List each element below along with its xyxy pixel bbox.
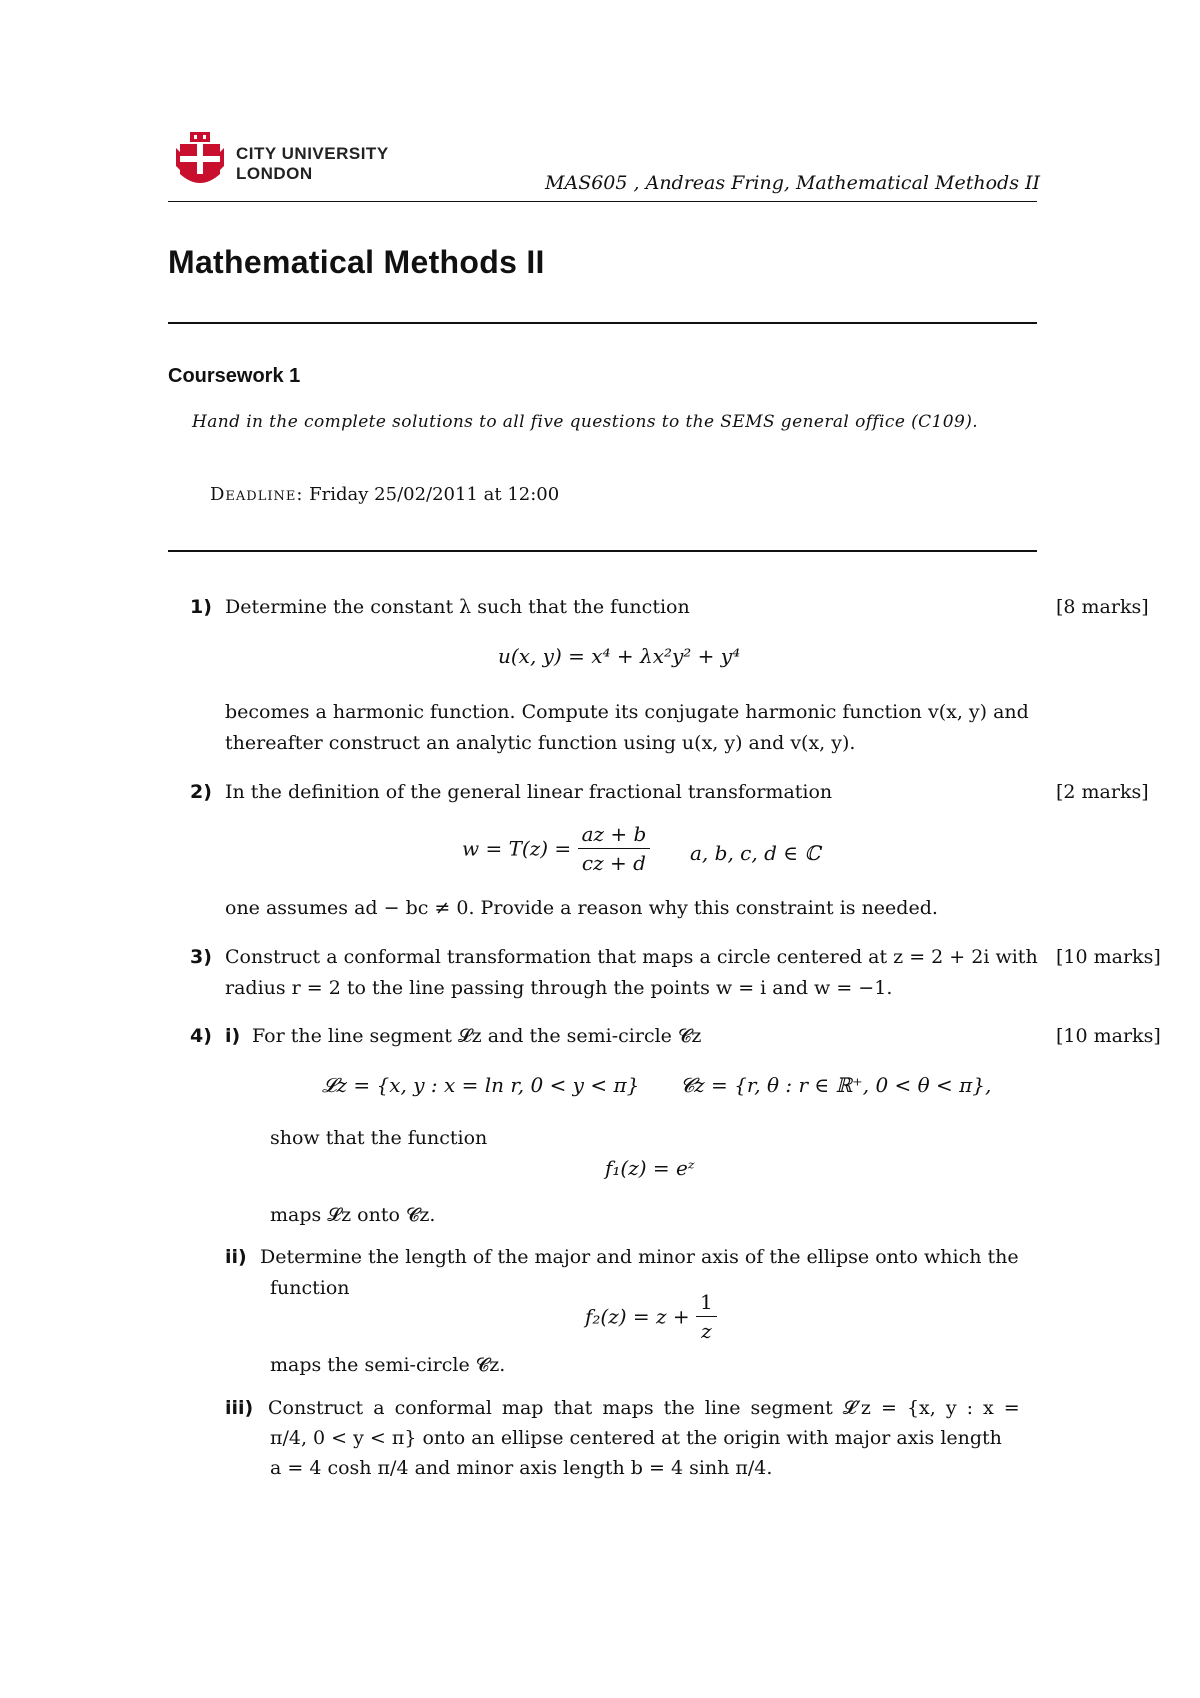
question-3-marks: [10 marks]: [1056, 946, 1161, 968]
question-4-part-2-line1: Determine the length of the major and minor axis of the ellipse onto which the: [260, 1246, 1019, 1268]
question-4-part-1-func: f₁(z) = eᶻ: [605, 1156, 695, 1180]
question-2-intro: In the definition of the general linear fractional transformation: [225, 781, 833, 803]
question-4-part-2-label: ii): [225, 1246, 247, 1268]
question-4-part-2-line3: maps the semi-circle 𝓒z.: [270, 1354, 506, 1376]
question-4-part-2-numerator: 1: [696, 1290, 717, 1317]
question-4-part-2-denominator: z: [701, 1319, 712, 1343]
deadline-label: Deadline:: [210, 484, 304, 505]
question-4-set-1: 𝓛z = {x, y : x = ln r, 0 < y < π}: [322, 1073, 640, 1097]
question-1-line3: thereafter construct an analytic function using u(x, y) and v(x, y).: [225, 732, 856, 754]
question-4-part-2-eq-lhs: f₂(z) = z +: [585, 1304, 690, 1329]
question-3-number: 3): [190, 946, 212, 968]
question-2-number: 2): [190, 781, 212, 803]
question-1-equation: u(x, y) = x⁴ + λx²y² + y⁴: [498, 644, 741, 668]
question-1-intro: Determine the constant λ such that the function: [225, 596, 690, 618]
question-2-condition: a, b, c, d ∈ ℂ: [690, 841, 821, 865]
question-1-number: 1): [190, 596, 212, 618]
question-4-part-3-label: iii): [225, 1397, 254, 1419]
logo-text-line1: CITY UNIVERSITY: [236, 144, 389, 163]
question-4-part-3-line2: π/4, 0 < y < π} onto an ellipse centered at the origin with major axis length: [270, 1427, 1002, 1449]
question-2-eq-lhs: w = T(z) =: [462, 836, 572, 861]
question-2-equation: [462, 822, 650, 875]
course-line: MAS605 , Andreas Fring, Mathematical Methods II: [545, 172, 1040, 194]
question-4-part-1-label: i): [225, 1025, 241, 1047]
header-rule: [168, 201, 1037, 202]
question-4-set-2: 𝓒z = {r, θ : r ∈ ℝ⁺, 0 < θ < π},: [680, 1073, 992, 1097]
university-logo: [176, 130, 396, 190]
question-3-line1: Construct a conformal transformation that maps a circle centered at z = 2 + 2i with: [225, 946, 1038, 968]
deadline: [210, 484, 559, 505]
question-4-number: 4): [190, 1025, 212, 1047]
question-4-part-1-line3: maps 𝓛z onto 𝓒z.: [270, 1204, 436, 1226]
question-2-marks: [2 marks]: [1056, 781, 1149, 803]
coursework-instructions: Hand in the complete solutions to all five questions to the SEMS general office (C109).: [192, 412, 979, 432]
question-2-denominator: cz + d: [581, 851, 646, 875]
question-4-part-3-line1: Construct a conformal map that maps the line segment 𝓛′z = {x, y : x =: [268, 1397, 1020, 1419]
question-1-marks: [8 marks]: [1056, 596, 1149, 618]
deadline-value: Friday 25/02/2011 at 12:00: [309, 484, 560, 505]
question-1-line2: becomes a harmonic function. Compute its conjugate harmonic function v(x, y) and: [225, 701, 1029, 723]
question-4-marks: [10 marks]: [1056, 1025, 1161, 1047]
question-3-line2: radius r = 2 to the line passing through the points w = i and w = −1.: [225, 977, 893, 999]
title-rule: [168, 322, 1037, 324]
coursework-heading: Coursework 1: [168, 365, 301, 387]
deadline-rule: [168, 550, 1037, 552]
crest-icon: [176, 130, 224, 190]
question-4-part-3-line3: a = 4 cosh π/4 and minor axis length b = 4 sinh π/4.: [270, 1457, 773, 1479]
question-2-line2: one assumes ad − bc ≠ 0. Provide a reason why this constraint is needed.: [225, 897, 938, 919]
question-4-part-2-fraction: [696, 1290, 717, 1343]
logo-text-line2: LONDON: [236, 164, 313, 183]
question-4-part-1-intro: For the line segment 𝓛z and the semi-circle 𝓒z: [252, 1025, 702, 1047]
question-4-part-1-line2: show that the function: [270, 1127, 488, 1149]
page-title: Mathematical Methods II: [168, 244, 545, 280]
question-2-numerator: az + b: [578, 822, 651, 849]
question-4-part-2-line2: function: [270, 1277, 350, 1299]
question-2-fraction: [578, 822, 651, 875]
question-4-part-2-func: [585, 1290, 717, 1343]
